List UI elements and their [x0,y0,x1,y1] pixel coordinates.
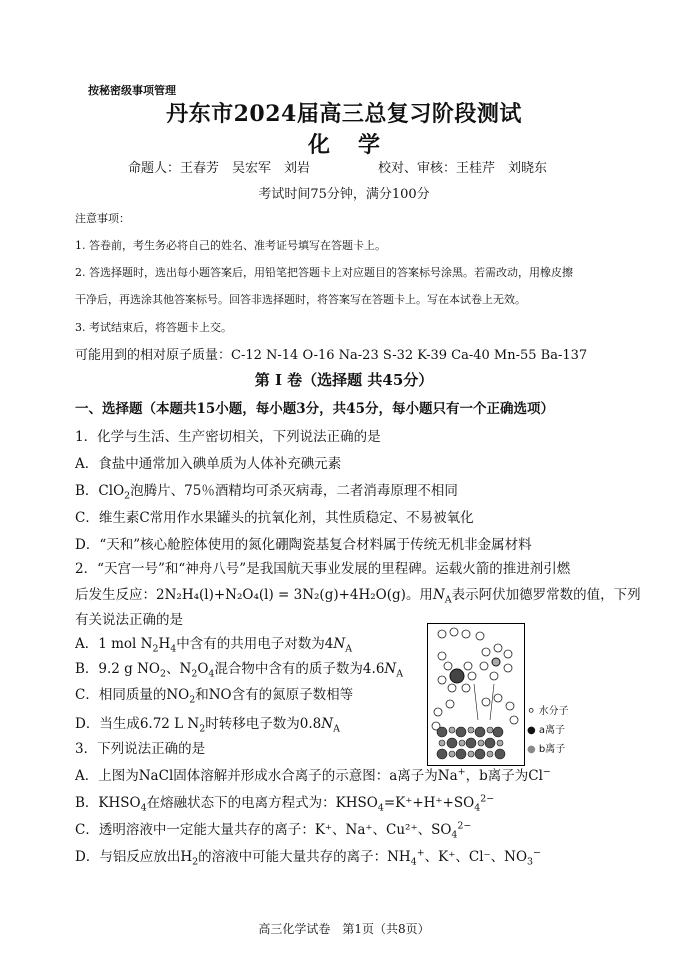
note-2-line-2: 干净后，再选涂其他答案标号。回答非选择题时，将答案写在答题卡上。写在本试卷上无效。 [75,293,526,306]
q1-option-d: D．“天和”核心舱腔体使用的氮化硼陶瓷基复合材料属于传统无机非金属材料 [75,537,532,553]
q3-option-d: D．与铝反应放出$H_2$的溶液中可能大量共存的离子：$NH_4^+$、K⁺、Cl⁻、$NO_3^-$ [75,847,541,868]
subject-text: 化学 [307,132,408,158]
q1-stem: 1．化学与生活、生产密切相关，下列说法正确的是 [75,429,381,445]
q2-stem-line-3: 有关说法正确的是 [75,612,183,628]
notes-heading: 注意事项： [75,212,130,225]
b-ion-icon: ● [527,744,536,755]
a-ion-icon: ● [527,725,536,736]
nacl-dissolution-figure [427,623,525,766]
q1-option-a: A．食盐中通常加入碘单质为人体补充碘元素 [75,456,342,472]
legend-water: ⚪ 水分子 [527,706,569,717]
note-2-line-1: 2. 答选择题时，选出每小题答案后，用铅笔把答题卡上对应题目的答案标号涂黑。若需改动，用橡皮擦 [75,266,573,279]
q2-stem-line-1: 2．“天宫一号”和“神舟八号”是我国航天事业发展的里程碑。运载火箭的推进剂引燃 [75,561,571,577]
part-title: 第 Ⅰ 卷（选择题 共45分） [254,371,434,389]
legend-b-ion: ● b离子 [527,744,566,755]
hydrated-b-ion [492,658,500,666]
q3-option-c: C．透明溶液中一定能大量共存的离子：K⁺、Na⁺、Cu²⁺、$SO_4^{2-}$ [75,820,472,841]
atomic-masses: 可能用到的相对原子质量：C-12 N-14 O-16 Na-23 S-32 K-39 Ca-40 Mn-55 Ba-137 [75,348,588,363]
q2-option-c: C．相同质量的$NO_2$和NO含有的氮原子数相等 [75,687,354,706]
q2-option-d: D．当生成6.72 L $N_2$时转移电子数为$0.8N_A$ [75,716,340,735]
q1-option-c: C．维生素C常用作水果罐头的抗氧化剂，其性质稳定、不易被氧化 [75,510,474,526]
hydrated-a-ion [450,669,464,683]
note-3: 3. 考试结束后，将答题卡上交。 [75,321,232,334]
secret-label: 按秘密级事项管理 [88,84,176,97]
water-molecules [432,628,518,730]
authors: 命题人：王春芳 吴宏军 刘岩 [128,161,311,176]
water-icon: ⚪ [527,706,536,717]
q3-option-b: B．$KHSO_4$在熔融状态下的电离方程式为：$KHSO_4=K^++H^++SO_4^{2-}$ [75,793,495,814]
q3-option-a: A．上图为NaCl固体溶解并形成水合离子的示意图：a离子为Na+，b离子为Cl− [75,766,551,784]
q1-option-b: B．ClO$_2$泡腾片、75％酒精均可杀灭病毒，二者消毒原理不相同 [75,483,458,502]
nacl-diagram [428,624,524,765]
note-1: 1. 答卷前，考生务必将自己的姓名、准考证号填写在答题卡上。 [75,239,386,252]
nacl-crystal [437,727,505,759]
exam-time: 考试时间75分钟，满分100分 [258,187,430,202]
q2-stem-line-2: 后发生反应：2N₂H₄(l)+N₂O₄(l) = 3N₂(g)+4H₂O(g)。用$N_A$表示阿伏加德罗常数的值，下列 [75,587,641,606]
exam-title: 丹东市2024届高三总复习阶段测试 [166,101,522,127]
exam-subject [0,128,688,159]
q3-stem: 3．下列说法正确的是 [75,741,206,757]
section-title: 一、选择题（本题共15小题，每小题3分，共45分，每小题只有一个正确选项） [75,401,554,417]
page-footer: 高三化学试卷 第1页（共8页） [258,922,430,936]
legend-a-ion: ● a离子 [527,725,566,736]
q2-option-b: B．9.2 g $NO_2$、$N_2O_4$混合物中含有的质子数为$4.6N_A$ [75,661,404,680]
reaction-equation: 2N₂H₄(l)+N₂O₄(l) = 3N₂(g)+4H₂O(g) [156,587,406,603]
q2-option-a: A．1 mol $N_2H_4$中含有的共用电子对数为$4N_A$ [75,636,353,655]
reviewers: 校对、审核：王桂芹 刘晓东 [378,161,548,176]
